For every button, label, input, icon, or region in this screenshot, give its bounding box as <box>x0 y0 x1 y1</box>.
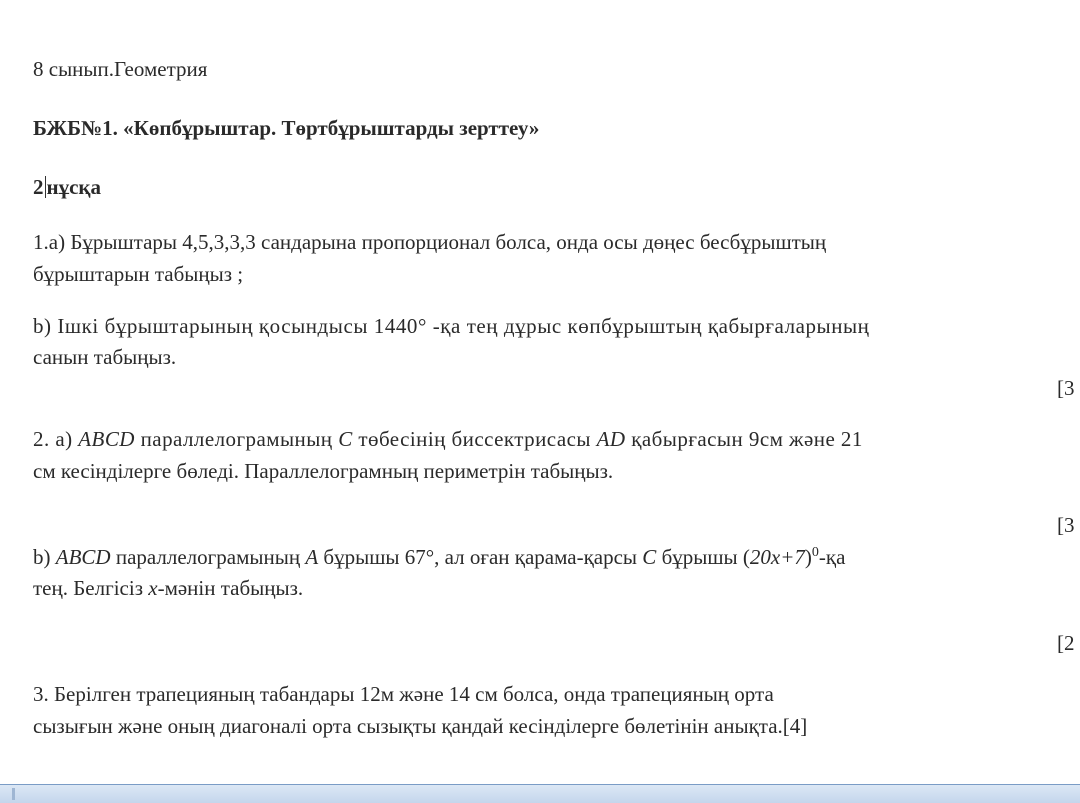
q2b-l2-text-1: тең. Белгісіз <box>33 576 149 600</box>
q2b-degree-sup: 0 <box>811 545 819 560</box>
variant-word: нұсқа <box>46 175 102 199</box>
q2a-var-abcd: ABCD <box>78 427 135 451</box>
q2b-text-3: бұрышы 67°, ал оған қарама-қарсы <box>318 545 643 569</box>
q2b-var-a: A <box>305 545 319 569</box>
question-3-line1: 3. Берілген трапецияның табандары 12м және 14 см болса, онда трапецияның орта <box>33 682 774 706</box>
q2a-text-1: 2. а) <box>33 427 79 451</box>
question-2b-line2 <box>33 578 303 599</box>
q2b-l2-text-2: -мәнін табыңыз. <box>157 576 304 600</box>
status-bar-grip <box>12 788 15 800</box>
variant-number: 2 <box>33 175 44 199</box>
q2a-var-ad: AD <box>596 427 626 451</box>
q2b-l2-var-x: x <box>148 576 158 600</box>
q2b-var-abcd: ABCD <box>55 545 111 569</box>
doc-header: 8 сынып.Геометрия <box>33 57 208 81</box>
q2a-text-3: төбесінің биссектрисасы <box>352 427 597 451</box>
question-3-line2: сызығын және оның диагоналі орта сызықты қандай кесінділерге бөлетінін анықта.[4] <box>33 714 808 738</box>
q2b-text-5: ) <box>804 545 812 569</box>
q2b-text-4: бұрышы ( <box>656 545 750 569</box>
q2b-text-1: b) <box>33 545 56 569</box>
question-2b-line1 <box>33 546 845 568</box>
question-2a-line1 <box>33 429 863 450</box>
variant-heading <box>33 176 101 198</box>
score-2: [3 <box>1057 513 1075 537</box>
text-cursor <box>45 176 46 198</box>
score-3: [2 <box>1057 631 1075 655</box>
q2a-var-c: C <box>338 427 353 451</box>
doc-title: БЖБ№1. «Көпбұрыштар. Төртбұрыштарды зерттеу» <box>33 116 540 140</box>
q2b-expression: 20x+7 <box>749 545 805 569</box>
question-2a-line2: см кесінділерге бөледі. Параллелограмның периметрін табыңыз. <box>33 459 614 483</box>
q2b-var-c: C <box>642 545 657 569</box>
status-bar <box>0 784 1080 803</box>
question-1a-line2: бұрыштарын табыңыз ; <box>33 262 244 286</box>
q2b-text-6: -қа <box>818 545 846 569</box>
question-1b-line2: санын табыңыз. <box>33 345 177 369</box>
q2a-text-2: параллелограмының <box>134 427 339 451</box>
q2b-text-2: параллелограмының <box>110 545 306 569</box>
question-1b-line1: b) Ішкі бұрыштарының қосындысы 1440° -қа тең дұрыс көпбұрыштың қабырғаларының <box>33 314 870 338</box>
question-1a-line1: 1.а) Бұрыштары 4,5,3,3,3 сандарына пропорционал болса, онда осы дөңес бесбұрыштың <box>33 230 827 254</box>
score-1: [3 <box>1057 376 1075 400</box>
q2a-text-4: қабырғасын 9см және 21 <box>625 427 863 451</box>
